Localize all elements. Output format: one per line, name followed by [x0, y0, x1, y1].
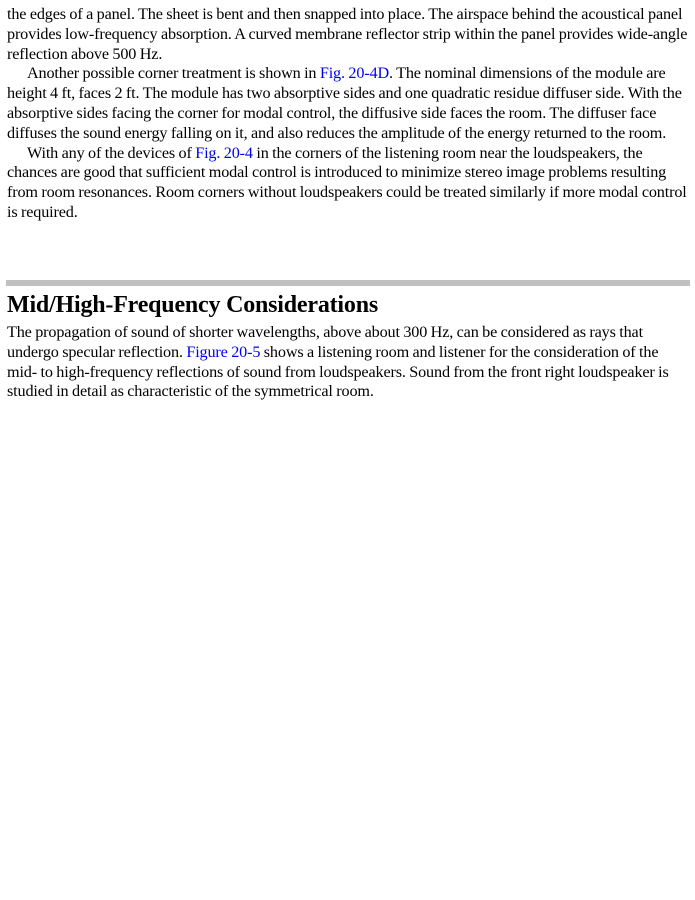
document-body	[7, 5, 691, 223]
paragraph-panel-edges	[7, 5, 691, 64]
paragraph-propagation	[7, 323, 691, 402]
paragraph-text: Another possible corner treatment is shown in	[27, 64, 320, 83]
paragraph-text: . The nominal dimensions of the module are height 4 ft, faces 2 ft. The module has two absorptive sides and one quadratic residue diffuser side. With the absorptive sides facing the corner for modal control, the diffusive side faces the room. The diffuser face diffuses the sound energy falling on it, and also reduces the amplitude of the energy returned to the room.	[7, 64, 682, 142]
paragraph-text: shows a listening room and listener for the consideration of the mid- to high-frequency reflections of sound from loudspeakers. Sound from the front right loudspeaker is studied in detail as characteristic of the symmetrical room.	[7, 342, 669, 401]
paragraph-corner-treatment	[7, 64, 691, 143]
figure-20-5-link[interactable]: Figure 20-5	[186, 342, 261, 361]
section-body	[7, 323, 691, 402]
paragraph-text: With any of the devices of	[27, 143, 196, 162]
section-heading: Mid/High-Frequency Considerations	[7, 292, 378, 318]
paragraph-modal-control	[7, 144, 691, 223]
paragraph-text: The propagation of sound of shorter wavelengths, above about 300 Hz, can be considered as rays that undergo specular reflection.	[7, 323, 643, 361]
paragraph-text: the edges of a panel. The sheet is bent and then snapped into place. The airspace behind the acoustical panel provides low-frequency absorption. A curved membrane reflector strip within the panel provides wide-angle reflection above 500 Hz.	[7, 5, 688, 63]
section-divider	[6, 280, 690, 286]
fig-20-4d-link[interactable]: Fig. 20-4D	[319, 64, 390, 83]
paragraph-text: in the corners of the listening room near the loudspeakers, the chances are good that sufficient modal control is introduced to minimize stereo image problems resulting from room resonances. Room corners without loudspeakers could be treated similarly if more modal control is required.	[7, 143, 687, 221]
fig-20-4-link[interactable]: Fig. 20-4	[195, 143, 253, 162]
